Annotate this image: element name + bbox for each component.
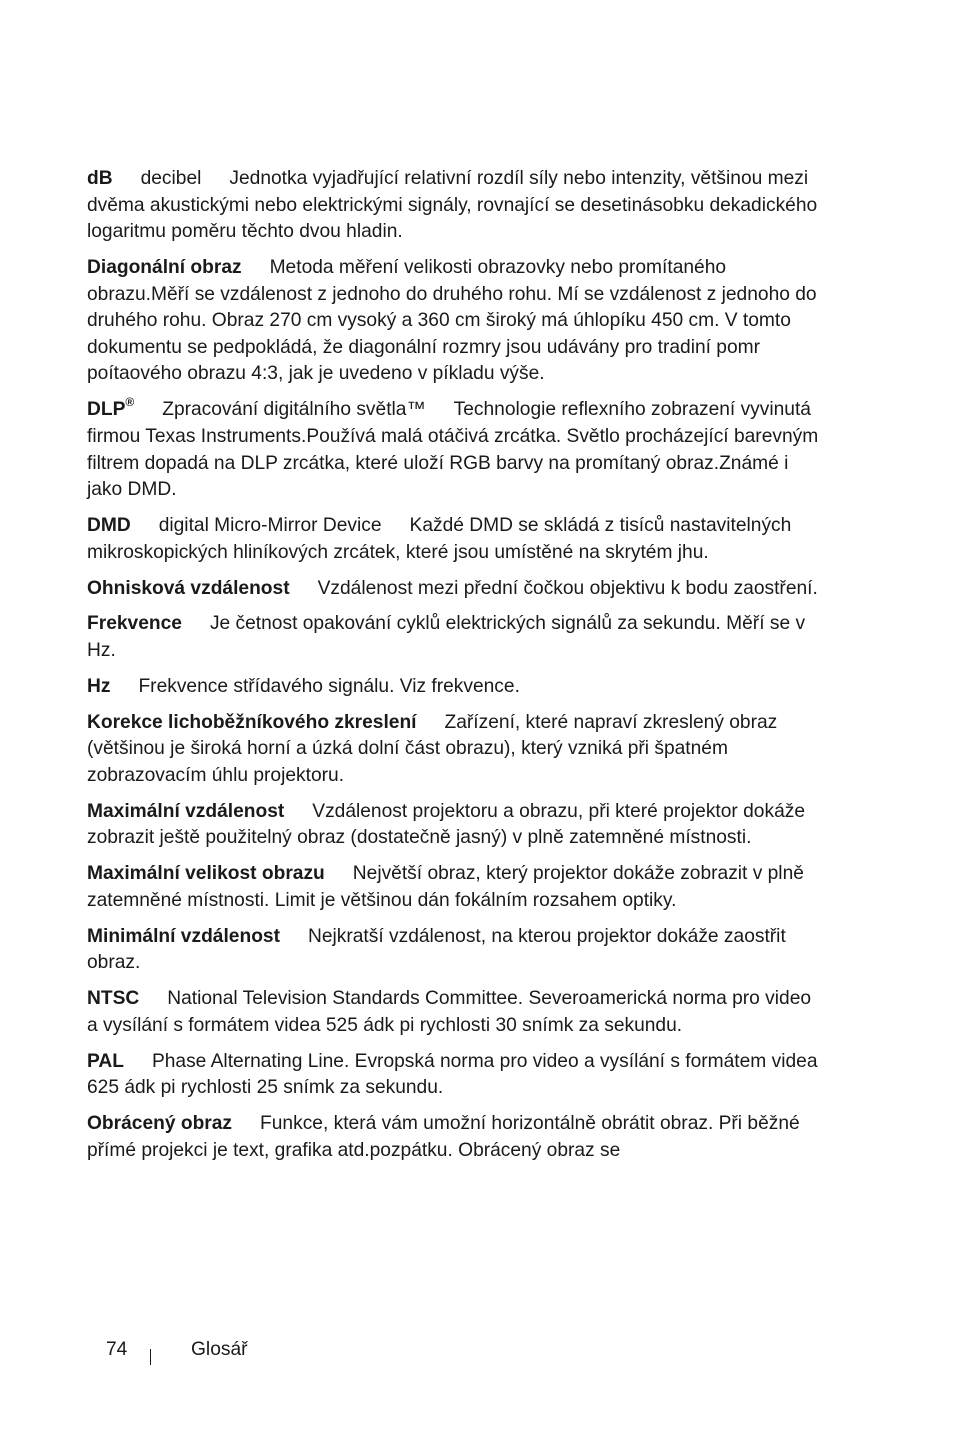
glossary-content	[87, 166, 827, 1174]
glossary-entry	[87, 710, 827, 790]
glossary-term: Maximální vzdálenost	[87, 800, 285, 822]
glossary-definition: Metoda měření velikosti obrazovky nebo promítaného obrazu.Měří se vzdálenost z jednoho do druhého rohu. Mí se vzdálenost z jednoho do druhého rohu. Obraz 270 cm vysoký a 360 cm široký má úhlopíku 450 cm. V tomto dokumentu se pedpokládá, že diagonální rozmry jsou udávány pro tradiní pomr poítaového obrazu 4:3, jak je uvedeno v píkladu výše.	[87, 257, 817, 385]
glossary-expansion: Phase Alternating Line.	[151, 1050, 350, 1072]
glossary-term: Maximální velikost obrazu	[87, 863, 325, 885]
glossary-entry	[87, 1049, 827, 1102]
glossary-definition: Severoamerická norma pro video a vysílání s formátem videa 525 ádk pi rychlosti 30 snímk za sekundu.	[87, 988, 812, 1036]
glossary-term: NTSC	[87, 988, 140, 1010]
glossary-entry	[87, 255, 827, 388]
glossary-entry	[87, 1111, 827, 1164]
glossary-entry	[87, 986, 827, 1039]
glossary-term: DLP	[87, 399, 126, 421]
glossary-definition: Frekvence střídavého signálu. Viz frekvence.	[138, 675, 520, 697]
glossary-expansion: decibel	[140, 168, 202, 189]
glossary-entry	[87, 674, 827, 701]
glossary-term: Obrácený obraz	[87, 1113, 233, 1135]
glossary-definition: Funkce, která vám umožní horizontálně obrátit obraz. Při běžné přímé projekci je text, grafika atd.pozpátku. Obrácený obraz se	[87, 1113, 800, 1161]
glossary-definition: Je četnost opakování cyklů elektrických signálů za sekundu. Měří se v Hz.	[87, 613, 806, 661]
glossary-entry	[87, 166, 827, 246]
footer-divider	[150, 1349, 151, 1365]
glossary-expansion: digital Micro-Mirror Device	[158, 515, 382, 537]
glossary-term: Frekvence	[87, 613, 182, 635]
glossary-definition: Vzdálenost mezi přední čočkou objektivu k bodu zaostření.	[317, 577, 818, 599]
glossary-definition: Jednotka vyjadřující relativní rozdíl síly nebo intenzity, většinou mezi dvěma akustickými nebo elektrickými signály, rovnající se desetinásobku dekadického logaritmu poměru těchto dvou hladin.	[87, 168, 818, 243]
glossary-entry	[87, 611, 827, 664]
glossary-term: Diagonální obraz	[87, 257, 242, 279]
glossary-entry	[87, 394, 827, 503]
section-title: Glosář	[191, 1339, 248, 1360]
glossary-definition: Zařízení, které napraví zkreslený obraz (většinou je široká horní a úzká dolní část obrazu), který vzniká při špatném zobrazovacím úhlu projektoru.	[87, 711, 778, 786]
glossary-definition: Každé DMD se skládá z tisíců nastavitelných mikroskopických hliníkových zrcátek, které jsou umístěné na skrytém jhu.	[87, 515, 792, 563]
glossary-term: Korekce lichoběžníkového zkreslení	[87, 711, 417, 733]
glossary-definition: Evropská norma pro video a vysílání s formátem videa 625 ádk pi rychlosti 25 snímk za sekundu.	[87, 1050, 818, 1099]
glossary-entry	[87, 576, 827, 603]
glossary-definition: Vzdálenost projektoru a obrazu, při které projektor dokáže zobrazit ještě použitelný obraz (dostatečně jasný) v plně zatemněné místnosti.	[87, 800, 806, 849]
glossary-term: DMD	[87, 515, 131, 537]
glossary-definition: Nejkratší vzdálenost, na kterou projektor dokáže zaostřit obraz.	[87, 925, 786, 974]
glossary-term: Hz	[87, 675, 111, 697]
glossary-term: PAL	[87, 1050, 124, 1072]
glossary-term: Ohnisková vzdálenost	[87, 577, 290, 599]
glossary-term: Minimální vzdálenost	[87, 925, 280, 947]
glossary-entry	[87, 861, 827, 914]
glossary-term: dB	[87, 168, 113, 189]
glossary-definition: Technologie reflexního zobrazení vyvinutá firmou Texas Instruments.Používá malá otáčivá zrcátka. Světlo procházející barevným filtrem dopadá na DLP zrcátka, které uloží RGB barvy na promítaný obraz.Známé i jako DMD.	[87, 399, 819, 501]
glossary-entry	[87, 799, 827, 852]
glossary-definition: Největší obraz, který projektor dokáže zobrazit v plně zatemněné místnosti. Limit je většinou dán fokálním rozsahem optiky.	[87, 863, 804, 911]
glossary-expansion: National Television Standards Committee.	[167, 988, 524, 1010]
glossary-entry	[87, 513, 827, 566]
glossary-expansion: Zpracování digitálního světla™	[162, 399, 426, 421]
registered-mark: ®	[125, 394, 135, 409]
page-number: 74	[106, 1339, 128, 1360]
glossary-entry	[87, 924, 827, 977]
